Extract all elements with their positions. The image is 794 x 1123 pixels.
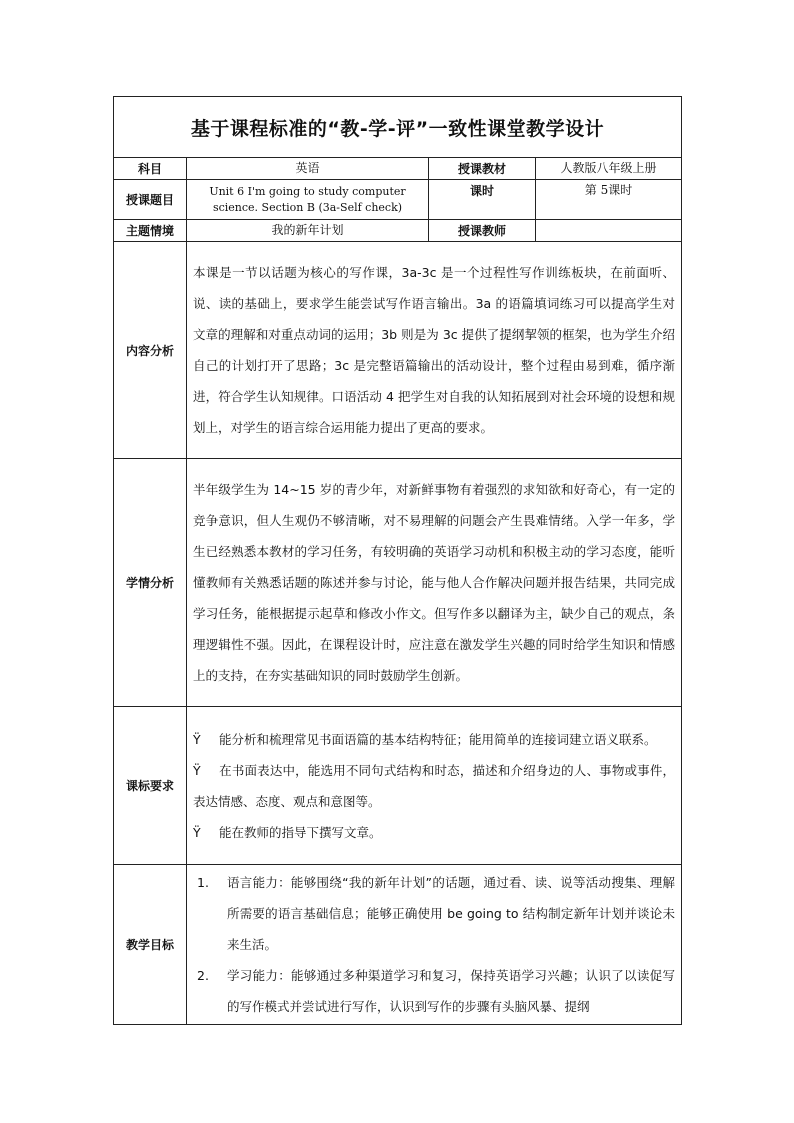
standard-item: Ÿ 在书面表达中，能选用不同句式结构和时态，描述和介绍身边的人、事物或事件，表达情感、态度、观点和意图等。 <box>193 755 675 817</box>
subject-label: 科目 <box>114 158 187 180</box>
content-analysis-label: 内容分析 <box>114 242 187 459</box>
period-label: 课时 <box>429 180 536 220</box>
bullet-icon: Ÿ <box>193 762 201 778</box>
lesson-plan-table <box>113 96 682 1025</box>
document-title: 基于课程标准的“教-学-评”一致性课堂教学设计 <box>114 97 682 158</box>
standards-label: 课标要求 <box>114 707 187 865</box>
goal-text: 语言能力：能够围绕“我的新年计划”的话题，通过看、读、说等活动搜集、理解所需要的语言基础信息；能够正确使用 be going to 结构制定新年计划并谈论未来生活。 <box>227 875 675 952</box>
teacher-label: 授课教师 <box>429 220 536 242</box>
subject-value: 英语 <box>187 158 429 180</box>
goal-number: 2. <box>197 968 209 983</box>
goal-item <box>193 867 675 960</box>
goal-item <box>193 960 675 1022</box>
textbook-label: 授课教材 <box>429 158 536 180</box>
standards-cell <box>187 707 682 865</box>
topic-label: 授课题目 <box>114 180 187 220</box>
goals-cell <box>187 865 682 1025</box>
bullet-icon: Ÿ <box>193 731 201 747</box>
content-analysis-text: 本课是一节以话题为核心的写作课，3a-3c 是一个过程性写作训练板块，在前面听、说、读的基础上，要求学生能尝试写作语言输出。3a 的语篇填词练习可以提高学生对文章的理解和对重点动词的运用；3b 则是为 3c 提供了提纲挈领的框架，也为学生介绍自己的计划打开了思路；3c 是完整语篇输出的活动设计，整个过程由易到难，循序渐进，符合学生认知规律。口语活动 4 把学生对自我的认知拓展到对社会环境的设想和规划上，对学生的语言综合运用能力提出了更高的要求。 <box>193 265 675 435</box>
topic-value: Unit 6 I'm going to study computer science. Section B (3a-Self check) <box>187 180 429 220</box>
textbook-value: 人教版八年级上册 <box>536 158 682 180</box>
theme-label: 主题情境 <box>114 220 187 242</box>
goals-label: 教学目标 <box>114 865 187 1025</box>
teacher-value <box>536 220 682 242</box>
period-value: 第 5课时 <box>536 180 682 220</box>
learner-analysis-cell <box>187 459 682 707</box>
learner-analysis-text: 半年级学生为 14~15 岁的青少年，对新鲜事物有着强烈的求知欲和好奇心，有一定的竞争意识，但人生观仍不够清晰，对不易理解的问题会产生畏难情绪。入学一年多，学生已经熟悉本教材的学习任务，有较明确的英语学习动机和积极主动的学习态度，能听懂教师有关熟悉话题的陈述并参与讨论，能与他人合作解决问题并报告结果，共同完成学习任务，能根据提示起草和修改小作文。但写作多以翻译为主，缺少自己的观点，条理逻辑性不强。因此，在课程设计时，应注意在激发学生兴趣的同时给学生知识和情感上的支持，在夯实基础知识的同时鼓励学生创新。 <box>193 482 675 683</box>
content-analysis-cell <box>187 242 682 459</box>
standard-item: Ÿ 能分析和梳理常见书面语篇的基本结构特征；能用简单的连接词建立语义联系。 <box>193 724 675 755</box>
standard-item: Ÿ 能在教师的指导下撰写文章。 <box>193 817 675 848</box>
learner-analysis-label: 学情分析 <box>114 459 187 707</box>
goal-number: 1. <box>197 875 209 890</box>
bullet-icon: Ÿ <box>193 824 201 840</box>
goal-text: 学习能力：能够通过多种渠道学习和复习，保持英语学习兴趣；认识了以读促写的写作模式并尝试进行写作，认识到写作的步骤有头脑风暴、提纲 <box>227 968 675 1014</box>
lesson-plan-sheet <box>113 96 681 1025</box>
theme-value: 我的新年计划 <box>187 220 429 242</box>
